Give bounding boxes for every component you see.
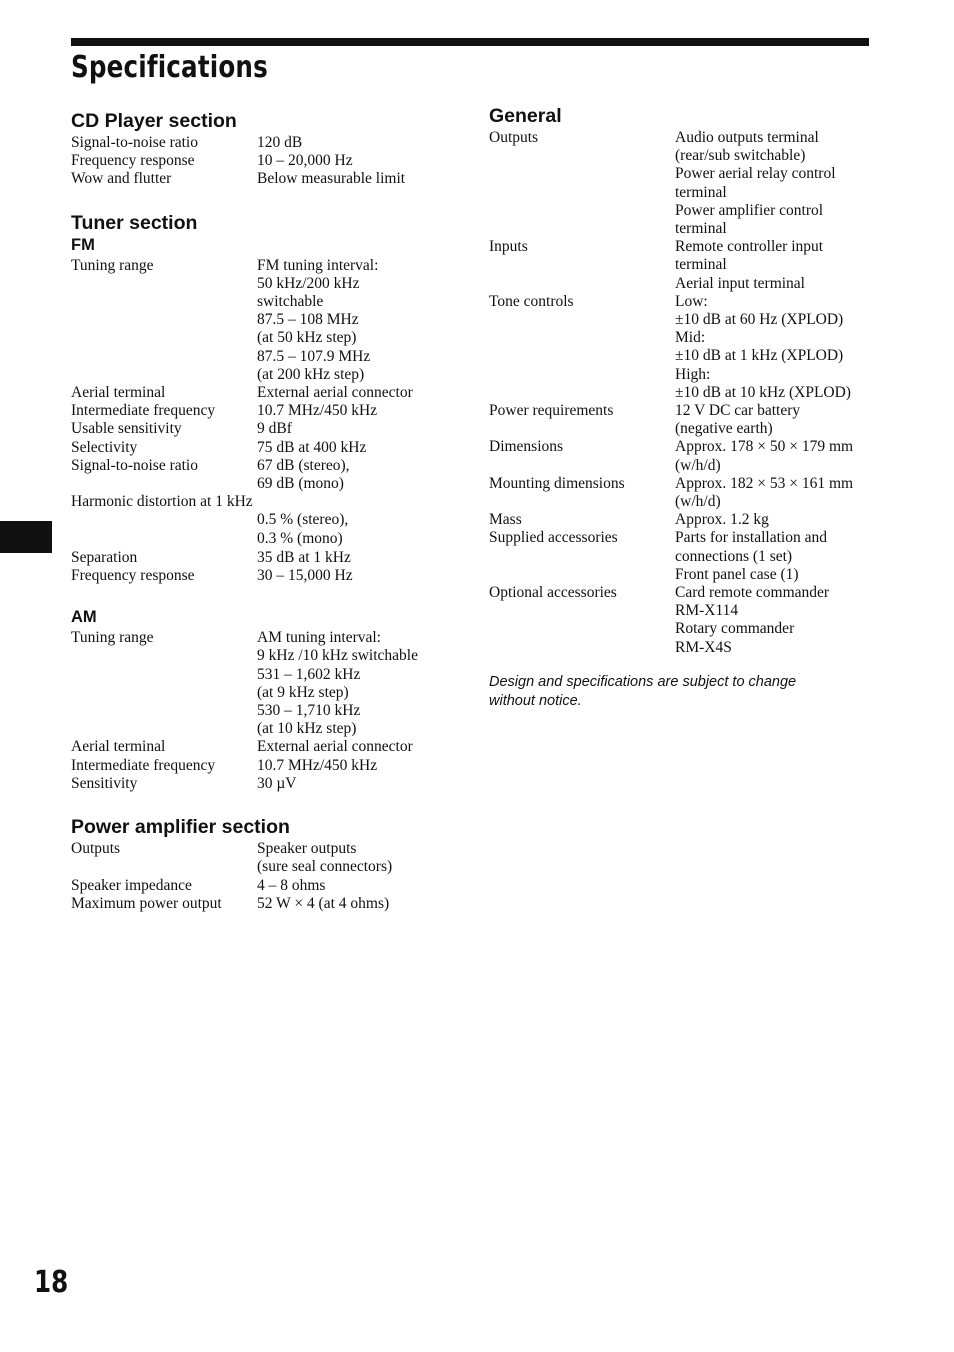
- spec-row: [71, 170, 451, 188]
- spec-label: Tone controls: [489, 292, 574, 310]
- cd-spec-table: [71, 134, 451, 189]
- am-spec-table: [71, 629, 451, 793]
- spec-row: [71, 420, 451, 438]
- spec-value: [257, 567, 353, 585]
- spec-value: [257, 840, 392, 876]
- spec-label: Sensitivity: [71, 774, 138, 792]
- spec-value: [257, 439, 366, 457]
- spec-value: [257, 895, 389, 913]
- spec-label: Power requirements: [489, 402, 614, 420]
- spec-row: [489, 475, 889, 511]
- spec-value-line: 0.5 % (stereo),: [257, 511, 349, 529]
- spec-value: [257, 775, 297, 793]
- spec-value-line: ±10 dB at 60 Hz (XPLOD): [675, 311, 844, 329]
- spec-value-line: 30 µV: [257, 774, 297, 792]
- spec-label: Selectivity: [71, 438, 138, 456]
- spec-value: [257, 402, 377, 420]
- spec-value-line: External aerial connector: [257, 738, 413, 756]
- spec-value-line: (negative earth): [675, 420, 773, 438]
- spec-value: [675, 129, 836, 238]
- spec-value-line: Approx. 178 × 50 × 179 mm: [675, 438, 854, 456]
- harmonic-distortion-values: [71, 511, 451, 547]
- spec-row: [71, 567, 451, 585]
- spec-row: [71, 877, 451, 895]
- spec-row: [71, 257, 451, 384]
- page-title: Specifications: [71, 50, 268, 85]
- spec-row: [71, 840, 451, 876]
- spec-value-line: 531 – 1,602 kHz: [257, 665, 361, 683]
- amp-spec-table: [71, 840, 451, 913]
- page-number: 18: [34, 1265, 69, 1300]
- spec-value-line: ±10 dB at 10 kHz (XPLOD): [675, 383, 851, 401]
- spec-value: [257, 877, 325, 895]
- spec-value-line: Speaker outputs: [257, 840, 357, 858]
- spec-value-line: Mid:: [675, 329, 706, 347]
- spec-label: Frequency response: [71, 152, 195, 170]
- spec-value-line: (sure seal connectors): [257, 858, 393, 876]
- spec-row: [489, 402, 889, 438]
- spec-label: Outputs: [489, 129, 539, 146]
- am-subheading: AM: [71, 608, 97, 627]
- spec-value-line: Approx. 182 × 53 × 161 mm: [675, 474, 854, 492]
- fm-spec-table: [71, 257, 451, 494]
- spec-row: [489, 438, 889, 474]
- spec-value-line: Audio outputs terminal: [675, 129, 819, 146]
- spec-value: [257, 384, 413, 402]
- spec-value-line: Aerial input terminal: [675, 274, 805, 292]
- spec-value: [675, 475, 853, 511]
- side-tab-marker: [0, 521, 52, 553]
- spec-value: [675, 529, 827, 584]
- spec-value-line: Power aerial relay control: [675, 165, 836, 183]
- spec-label: Supplied accessories: [489, 529, 618, 547]
- spec-value-line: 75 dB at 400 kHz: [257, 438, 367, 456]
- spec-value-line: External aerial connector: [257, 384, 413, 402]
- spec-label: Signal-to-noise ratio: [71, 134, 198, 151]
- spec-value-line: Parts for installation and: [675, 529, 827, 547]
- spec-value-line: 10.7 MHz/450 kHz: [257, 402, 378, 420]
- spec-value-line: 69 dB (mono): [257, 475, 344, 493]
- spec-row: [71, 549, 451, 567]
- spec-label: Aerial terminal: [71, 384, 166, 402]
- spec-value: [257, 420, 292, 438]
- spec-value-line: 12 V DC car battery: [675, 402, 801, 420]
- spec-label: Dimensions: [489, 438, 564, 456]
- spec-value-line: FM tuning interval:: [257, 256, 379, 274]
- spec-value-line: 9 dBf: [257, 420, 292, 438]
- spec-row: [489, 238, 889, 293]
- spec-row: [71, 738, 451, 756]
- spec-value-line: Approx. 1.2 kg: [675, 511, 769, 529]
- spec-value-line: (rear/sub switchable): [675, 147, 806, 165]
- spec-value: [257, 152, 353, 170]
- spec-value-line: (at 200 kHz step): [257, 365, 365, 383]
- spec-value-line: 67 dB (stereo),: [257, 456, 350, 474]
- spec-row: [71, 629, 451, 738]
- spec-row: [71, 384, 451, 402]
- cd-section-heading: CD Player section: [71, 110, 237, 132]
- spec-value-line: 10.7 MHz/450 kHz: [257, 756, 378, 774]
- spec-value-line: RM-X114: [675, 602, 739, 620]
- top-rule: [71, 38, 869, 46]
- spec-value-line: 10 – 20,000 Hz: [257, 152, 353, 170]
- spec-value: [675, 438, 853, 474]
- spec-value: [257, 629, 418, 738]
- spec-value: [257, 549, 351, 567]
- fm-subheading: FM: [71, 235, 95, 254]
- spec-label: Usable sensitivity: [71, 420, 182, 438]
- spec-label: Maximum power output: [71, 894, 222, 912]
- spec-value-line: (at 10 kHz step): [257, 720, 357, 738]
- spec-label: Mass: [489, 511, 522, 529]
- spec-value-line: 50 kHz/200 kHz: [257, 274, 360, 292]
- spec-value-line: 52 W × 4 (at 4 ohms): [257, 894, 390, 912]
- spec-value-line: terminal: [675, 256, 727, 274]
- spec-value: [675, 402, 800, 438]
- spec-label: Intermediate frequency: [71, 756, 216, 774]
- spec-value-line: 0.3 % (mono): [257, 529, 343, 547]
- spec-value-line: connections (1 set): [675, 547, 793, 565]
- spec-row: [71, 402, 451, 420]
- spec-value: [257, 257, 378, 384]
- spec-row: [71, 775, 451, 793]
- spec-label: Aerial terminal: [71, 738, 166, 756]
- spec-value-line: High:: [675, 365, 711, 383]
- spec-value-line: 87.5 – 107.9 MHz: [257, 347, 371, 365]
- spec-value-line: terminal: [675, 183, 727, 201]
- spec-label: Tuning range: [71, 256, 154, 274]
- spec-row: [71, 152, 451, 170]
- spec-row: [71, 439, 451, 457]
- spec-row: [489, 129, 889, 238]
- spec-value-line: AM tuning interval:: [257, 629, 381, 647]
- spec-value-line: switchable: [257, 293, 324, 311]
- spec-value-line: Front panel case (1): [675, 565, 799, 583]
- spec-row: [71, 895, 451, 913]
- spec-value: [257, 738, 413, 756]
- spec-value-line: Rotary commander: [675, 620, 795, 638]
- spec-value-line: Remote controller input: [675, 238, 824, 256]
- spec-value: [675, 584, 829, 657]
- note-line: without notice.: [489, 692, 582, 709]
- spec-value-line: 4 – 8 ohms: [257, 876, 326, 894]
- spec-value: [675, 238, 823, 293]
- left-column: [71, 109, 451, 913]
- spec-value-line: RM-X4S: [675, 638, 732, 656]
- spec-value: [675, 293, 851, 402]
- spec-value-line: (at 50 kHz step): [257, 329, 357, 347]
- disclaimer-note: [489, 673, 889, 711]
- spec-value: [257, 134, 302, 152]
- spec-value-line: (at 9 kHz step): [257, 683, 349, 701]
- spec-label: Signal-to-noise ratio: [71, 456, 198, 474]
- tuner-section-heading: Tuner section: [71, 211, 198, 234]
- general-section-heading: General: [489, 105, 562, 127]
- spec-value-line: 35 dB at 1 kHz: [257, 548, 351, 566]
- fm-spec-table-2: [71, 549, 451, 585]
- spec-value-line: (w/h/d): [675, 493, 721, 511]
- spec-value: [257, 170, 405, 188]
- spec-label: Mounting dimensions: [489, 474, 625, 492]
- spec-label: Speaker impedance: [71, 876, 192, 894]
- spec-value-line: 9 kHz /10 kHz switchable: [257, 647, 418, 665]
- spec-label: Separation: [71, 548, 138, 566]
- note-line: Design and specifications are subject to change: [489, 673, 797, 690]
- general-spec-table: [489, 129, 889, 657]
- spec-value: [675, 511, 769, 529]
- spec-value-line: 120 dB: [257, 134, 303, 151]
- spec-value-line: Power amplifier control: [675, 201, 824, 219]
- spec-label: Wow and flutter: [71, 170, 172, 188]
- spec-value-line: (w/h/d): [675, 456, 721, 474]
- spec-value-line: 530 – 1,710 kHz: [257, 702, 361, 720]
- spec-value: [257, 757, 377, 775]
- spec-label: Inputs: [489, 238, 528, 256]
- spec-row: [489, 529, 889, 584]
- spec-label: Outputs: [71, 840, 121, 858]
- spec-label: Frequency response: [71, 567, 195, 585]
- spec-value-line: Card remote commander: [675, 584, 830, 602]
- harmonic-distortion-label: Harmonic distortion at 1 kHz: [71, 493, 253, 511]
- right-column: [489, 104, 889, 711]
- spec-row: [71, 134, 451, 152]
- spec-row: [71, 757, 451, 775]
- spec-label: Tuning range: [71, 629, 154, 647]
- amp-section-heading: Power amplifier section: [71, 816, 290, 839]
- spec-value-line: terminal: [675, 220, 727, 238]
- spec-value-line: 30 – 15,000 Hz: [257, 567, 353, 585]
- spec-row: [489, 293, 889, 402]
- spec-label: Optional accessories: [489, 584, 617, 602]
- spec-value: [257, 457, 350, 493]
- spec-row: [71, 457, 451, 493]
- spec-value-line: Below measurable limit: [257, 170, 406, 188]
- spec-row: [489, 584, 889, 657]
- spec-label: Intermediate frequency: [71, 402, 216, 420]
- spec-row: [489, 511, 889, 529]
- spec-value-line: 87.5 – 108 MHz: [257, 311, 359, 329]
- spec-value-line: Low:: [675, 292, 708, 310]
- spec-value-line: ±10 dB at 1 kHz (XPLOD): [675, 347, 844, 365]
